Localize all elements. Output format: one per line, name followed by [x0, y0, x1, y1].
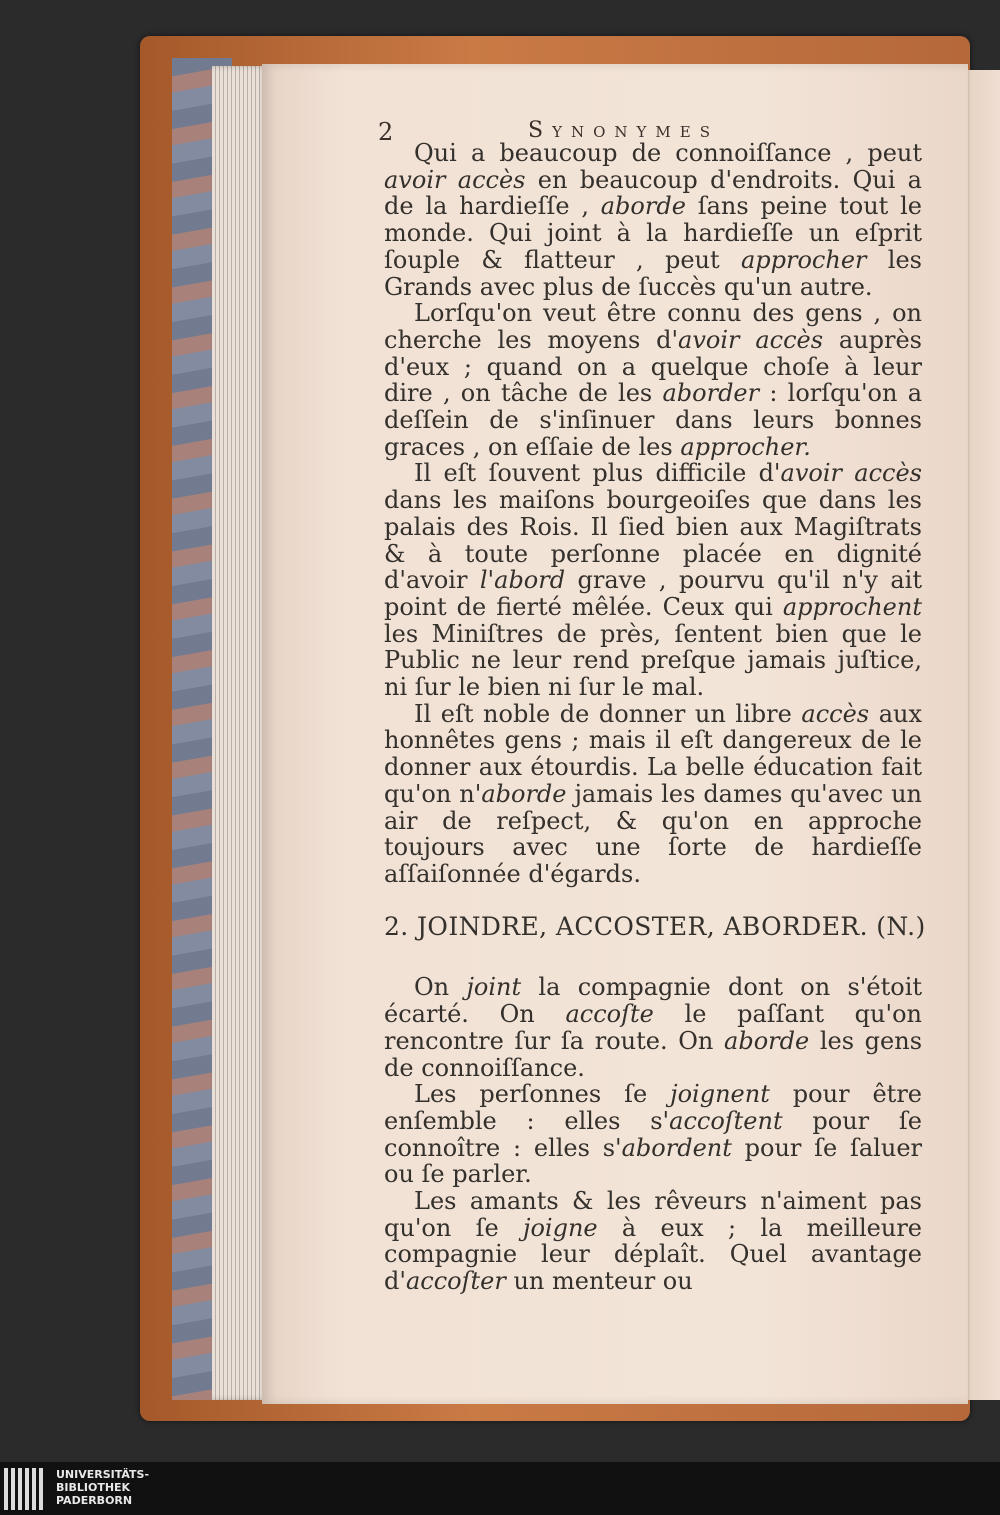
library-name — [56, 1468, 149, 1507]
italic-term: aborde — [724, 1026, 810, 1055]
italic-term: aborder — [662, 379, 760, 408]
text-run: dans les maiſons bourgeoiſes que dans les palais des Rois. Il ſied bien aux Magiſtrats & à toute perſonne placée en dignité d'avoir — [384, 486, 922, 595]
text-run: Il eſt ſouvent plus difficile d' — [414, 459, 781, 488]
section-heading: 2. JOINDRE, ACCOSTER, ABORDER. (N.) — [384, 911, 926, 941]
logo-bar — [25, 1468, 29, 1510]
page-text — [384, 139, 926, 1296]
text-run: les gens de connoiſſance. — [384, 1026, 923, 1082]
text-run: le paſſant qu'on rencontre ſur ſa route. On — [384, 1000, 922, 1055]
italic-term: avoir accès — [780, 459, 922, 488]
italic-term: aborde — [600, 192, 686, 221]
text-run: un menteur ou — [505, 1267, 693, 1296]
page-edges — [212, 66, 268, 1400]
page-number: 2 — [378, 118, 394, 146]
italic-term: approcher — [740, 245, 867, 274]
paragraph — [384, 974, 922, 1081]
paragraphs-section-1 — [384, 140, 922, 888]
text-run: la compagnie dont on s'étoit écarté. On — [384, 973, 923, 1029]
italic-term: approcher. — [680, 432, 811, 461]
text-run: les Miniſtres de près, ſentent bien que le Public ne leur rend preſque jamais juſtice, ni ſur le bien ni ſur le mal. — [384, 619, 922, 702]
logo-bar — [18, 1468, 22, 1510]
text-run: à eux ; la meilleure compagnie leur déplaît. Quel avantage d' — [384, 1213, 923, 1296]
text-run: Il eſt noble de donner un libre — [414, 699, 802, 728]
paragraph — [384, 701, 922, 888]
italic-term: l'abord — [479, 566, 566, 595]
library-logo-icon — [4, 1468, 48, 1510]
logo-bar — [4, 1468, 8, 1510]
paragraph — [384, 1081, 922, 1188]
paragraph — [384, 460, 922, 700]
library-name-line: UNIVERSITÄTS- — [56, 1468, 150, 1481]
italic-term: accoſter — [405, 1267, 506, 1296]
running-head: Synonymes — [528, 118, 720, 143]
text-run: ſans peine tout le monde. Qui joint à la hardieſſe un eſprit ſouple & flatteur , peut — [384, 192, 922, 274]
italic-term: accoſtent — [669, 1106, 783, 1135]
text-run: pour ſe connoître : elles s' — [384, 1106, 922, 1162]
italic-term: avoir accès — [384, 165, 526, 194]
logo-bar — [39, 1468, 43, 1510]
italic-term: approchent — [782, 592, 922, 621]
italic-term: joint — [466, 973, 522, 1002]
library-name-line: BIBLIOTHEK — [56, 1481, 131, 1494]
italic-term: joignent — [670, 1080, 770, 1109]
text-run: jamais les dames qu'avec un air de reſpect, & qu'on en approche toujours avec une ſorte de hardieſſe aſſaiſonnée d'égards. — [384, 779, 922, 888]
italic-term: abordent — [621, 1133, 732, 1162]
text-run: On — [414, 973, 467, 1002]
text-run: Les perſonnes ſe — [414, 1080, 671, 1109]
text-run: Lorſqu'on veut être connu des gens , on cherche les moyens d' — [384, 299, 922, 354]
text-run: auprès d'eux ; quand on a quelque choſe à leur dire , on tâche de les — [384, 325, 922, 408]
text-run: grave , pourvu qu'il n'y ait point de fierté mêlée. Ceux qui — [384, 566, 922, 621]
paragraph — [384, 140, 922, 300]
text-run: Les amants & les rêveurs n'aiment pas qu'on ſe — [384, 1187, 922, 1242]
logo-bar — [11, 1468, 15, 1510]
text-run: : lorſqu'on a deſſein de s'inſinuer dans leurs bonnes graces , on eſſaie de les — [384, 379, 923, 461]
text-run: aux honnêtes gens ; mais il eſt dangereux de le donner aux étourdis. La belle éducation fait qu'on n' — [384, 699, 922, 808]
paragraph — [384, 1188, 922, 1295]
logo-bar — [32, 1468, 36, 1510]
italic-term: joigne — [523, 1213, 598, 1242]
text-run: les Grands avec plus de ſuccès qu'un autre. — [384, 245, 923, 301]
italic-term: accès — [801, 699, 870, 728]
text-run: pour être enſemble : elles s' — [384, 1080, 922, 1135]
text-run: Qui a beaucoup de connoiſſance , peut — [414, 139, 922, 167]
library-name-line: PADERBORN — [56, 1494, 133, 1507]
text-run: en beaucoup d'endroits. Qui a de la hardieſſe , — [384, 165, 922, 221]
paragraph — [384, 300, 922, 460]
italic-term: aborde — [481, 779, 567, 808]
library-footer — [0, 1462, 1000, 1515]
text-run: pour ſe ſaluer ou ſe parler. — [384, 1133, 922, 1189]
italic-term: avoir accès — [678, 325, 824, 354]
italic-term: accoſte — [565, 1000, 654, 1029]
paragraphs-section-2 — [384, 974, 922, 1294]
